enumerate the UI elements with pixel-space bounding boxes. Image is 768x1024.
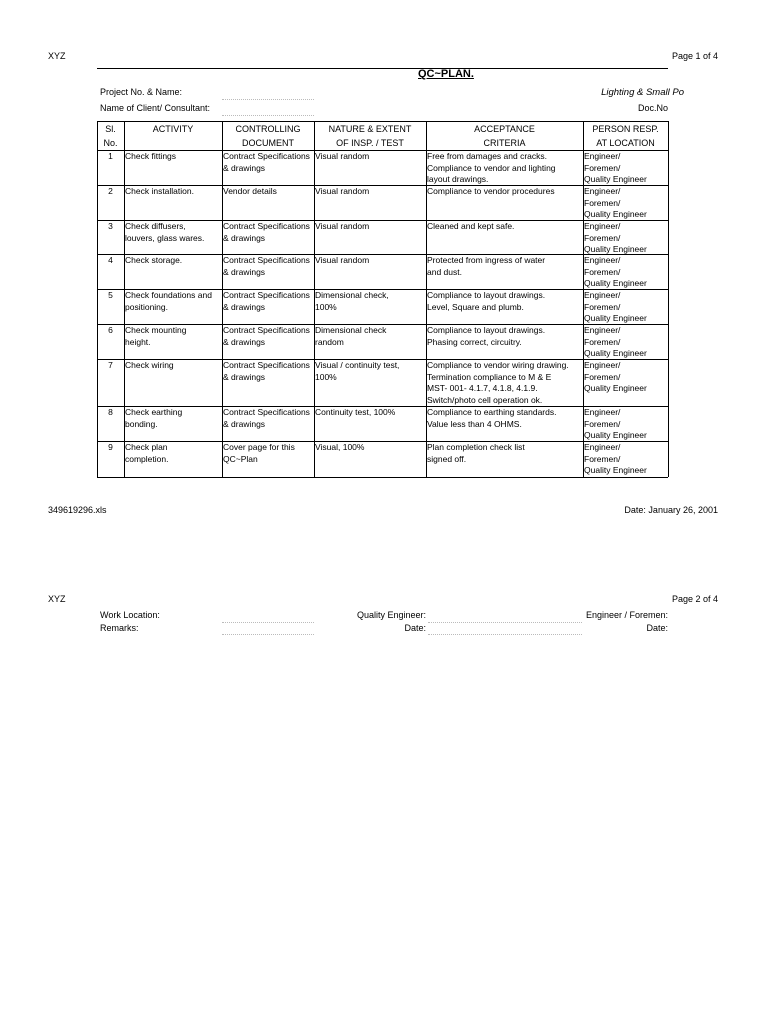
cell-criteria-line: Compliance to layout drawings.	[427, 290, 546, 300]
cell-no-line: 7	[108, 360, 113, 370]
page2-company-name: XYZ	[48, 594, 66, 604]
cell-doc-line: QC~Plan	[223, 453, 258, 464]
cell-no-line: 1	[108, 151, 113, 161]
cell-activity-line: louvers, glass wares.	[125, 232, 205, 243]
cell-doc	[223, 407, 314, 430]
col-line	[668, 121, 669, 477]
cell-nature	[315, 442, 426, 454]
cell-person	[584, 221, 668, 256]
header-activity-label: ACTIVITY	[152, 124, 194, 134]
cell-activity-line: bonding.	[125, 418, 158, 429]
cell-person	[584, 151, 668, 186]
cell-person-line: Foremen/	[584, 197, 621, 208]
cell-person-line: Foremen/	[584, 453, 621, 464]
qc-plan-table	[97, 121, 667, 477]
cell-person-line: Engineer/	[584, 442, 621, 452]
cell-criteria-line: Switch/photo cell operation ok.	[427, 394, 543, 405]
cell-activity	[125, 407, 222, 430]
cell-doc-line: Cover page for this	[223, 442, 295, 452]
cell-no	[97, 442, 124, 454]
cell-no	[97, 407, 124, 419]
cell-doc-line: & drawings	[223, 266, 266, 277]
cell-criteria-line: Cleaned and kept safe.	[427, 221, 515, 231]
cell-doc-line: & drawings	[223, 301, 266, 312]
cell-person-line: Quality Engineer	[584, 244, 647, 254]
cell-person-line: Engineer/	[584, 407, 621, 417]
footer-date: Date: January 26, 2001	[624, 505, 718, 515]
document-title: QC~PLAN.	[418, 68, 474, 80]
cell-criteria	[427, 151, 583, 186]
cell-doc	[223, 186, 314, 198]
cell-activity-line: completion.	[125, 453, 169, 464]
header-sl-line1: Sl.	[105, 124, 116, 134]
quality-engineer-label: Quality Engineer:	[356, 610, 426, 620]
cell-doc	[223, 442, 314, 465]
cell-person-line: Foremen/	[584, 371, 621, 382]
cell-person-line: Engineer/	[584, 186, 621, 196]
cell-no	[97, 151, 124, 163]
cell-person-line: Foremen/	[584, 418, 621, 429]
cell-criteria-line: Termination compliance to M & E	[427, 371, 552, 382]
cell-nature	[315, 151, 426, 163]
cell-doc-line: & drawings	[223, 162, 266, 173]
cell-doc	[223, 290, 314, 313]
cell-person-line: Engineer/	[584, 360, 621, 370]
cell-activity-line: Check diffusers,	[125, 221, 186, 231]
cell-person-line: Engineer/	[584, 325, 621, 335]
cell-no-line: 2	[108, 186, 113, 196]
header-document	[222, 122, 314, 150]
cell-doc	[223, 360, 314, 383]
cell-activity-line: Check plan	[125, 442, 168, 452]
cell-doc	[223, 151, 314, 174]
cell-nature-line: Dimensional check	[315, 325, 387, 335]
cell-nature-line: 100%	[315, 371, 337, 382]
cell-activity-line: Check mounting	[125, 325, 187, 335]
cell-activity-line: height.	[125, 336, 151, 347]
cell-person-line: Engineer/	[584, 221, 621, 231]
cell-person-line: Quality Engineer	[584, 209, 647, 219]
cell-person	[584, 255, 668, 290]
ef-date-label: Date:	[646, 623, 668, 633]
cell-doc-line: Contract Specifications	[223, 290, 310, 300]
cell-nature-line: Dimensional check,	[315, 290, 389, 300]
cell-criteria	[427, 442, 583, 465]
remarks-label: Remarks:	[100, 623, 139, 633]
cell-activity-line: Check fittings	[125, 151, 177, 161]
cell-criteria-line: and dust.	[427, 266, 462, 277]
cell-doc-line: Contract Specifications	[223, 151, 310, 161]
cell-person	[584, 325, 668, 360]
cell-nature	[315, 221, 426, 233]
cell-person-line: Quality Engineer	[584, 430, 647, 440]
cell-criteria-line: Compliance to vendor wiring drawing.	[427, 360, 569, 370]
cell-person-line: Foremen/	[584, 266, 621, 277]
cell-criteria-line: Level, Square and plumb.	[427, 301, 524, 312]
cell-nature-line: 100%	[315, 301, 337, 312]
header-criteria-line1: ACCEPTANCE	[474, 124, 535, 134]
header-criteria	[426, 122, 583, 150]
cell-criteria	[427, 360, 583, 406]
cell-activity-line: Check storage.	[125, 255, 183, 265]
remarks-line	[222, 634, 314, 635]
cell-criteria-line: Compliance to earthing standards.	[427, 407, 557, 417]
cell-person-line: Foremen/	[584, 336, 621, 347]
header-person-line2: AT LOCATION	[596, 138, 655, 148]
cell-doc-line: Contract Specifications	[223, 325, 310, 335]
cell-criteria	[427, 407, 583, 430]
cell-doc-line: & drawings	[223, 336, 266, 347]
cell-criteria	[427, 255, 583, 278]
cell-activity	[125, 255, 222, 267]
cell-criteria	[427, 325, 583, 348]
cell-no	[97, 290, 124, 302]
cell-no	[97, 255, 124, 267]
cell-no-line: 3	[108, 221, 113, 231]
cell-doc-line: & drawings	[223, 418, 266, 429]
cell-person-line: Quality Engineer	[584, 313, 647, 323]
cell-criteria-line: layout drawings.	[427, 174, 489, 184]
cell-activity	[125, 442, 222, 465]
project-label: Project No. & Name:	[100, 87, 183, 97]
qe-date-label: Date:	[404, 623, 426, 633]
cell-criteria	[427, 290, 583, 313]
company-name: XYZ	[48, 51, 66, 61]
cell-person-line: Foremen/	[584, 162, 621, 173]
cell-activity	[125, 360, 222, 372]
cell-person	[584, 442, 668, 477]
cell-person	[584, 407, 668, 442]
cell-doc-line: Vendor details	[223, 186, 277, 196]
header-person	[583, 122, 668, 150]
cell-nature	[315, 186, 426, 198]
header-person-line1: PERSON RESP.	[592, 124, 659, 134]
cell-no-line: 4	[108, 255, 113, 265]
cell-no-line: 8	[108, 407, 113, 417]
cell-nature-line: Continuity test, 100%	[315, 407, 396, 417]
cell-criteria-line: Compliance to vendor and lighting	[427, 162, 556, 173]
engineer-foremen-label: Engineer / Foremen:	[585, 610, 668, 620]
cell-criteria-line: Compliance to vendor procedures	[427, 186, 555, 196]
subject-title: Lighting & Small Po	[601, 87, 684, 98]
header-document-line2: DOCUMENT	[242, 138, 294, 148]
cell-no-line: 5	[108, 290, 113, 300]
cell-doc-line: & drawings	[223, 371, 266, 382]
cell-nature	[315, 360, 426, 383]
cell-doc-line: Contract Specifications	[223, 407, 310, 417]
cell-nature	[315, 290, 426, 313]
cell-no	[97, 360, 124, 372]
header-sl-line2: No.	[103, 138, 118, 148]
page2-page-number: Page 2 of 4	[671, 594, 718, 604]
cell-criteria-line: Value less than 4 OHMS.	[427, 418, 522, 429]
cell-person-line: Foremen/	[584, 301, 621, 312]
cell-activity	[125, 221, 222, 244]
cell-criteria	[427, 186, 583, 198]
cell-doc-line: Contract Specifications	[223, 221, 310, 231]
cell-criteria-line: Plan completion check list	[427, 442, 525, 452]
cell-nature-line: Visual random	[315, 221, 370, 231]
header-nature	[314, 122, 426, 150]
cell-nature	[315, 325, 426, 348]
cell-activity	[125, 186, 222, 198]
header-nature-line1: NATURE & EXTENT	[328, 124, 412, 134]
cell-criteria-line: Compliance to layout drawings.	[427, 325, 546, 335]
cell-person-line: Engineer/	[584, 290, 621, 300]
cell-person-line: Quality Engineer	[584, 383, 647, 393]
cell-activity-line: Check foundations and	[125, 290, 212, 300]
cell-nature-line: Visual random	[315, 151, 370, 161]
cell-person-line: Engineer/	[584, 255, 621, 265]
work-location-line	[222, 622, 314, 623]
title-top-rule	[97, 68, 668, 69]
cell-criteria-line: Phasing correct, circuitry.	[427, 336, 522, 347]
header-nature-line2: OF INSP. / TEST	[336, 138, 404, 148]
cell-no	[97, 221, 124, 233]
qe-date-line	[428, 634, 582, 635]
cell-nature-line: Visual, 100%	[315, 442, 365, 452]
cell-criteria-line: Free from damages and cracks.	[427, 151, 547, 161]
cell-nature-line: random	[315, 336, 344, 347]
cell-nature	[315, 255, 426, 267]
cell-person-line: Quality Engineer	[584, 465, 647, 475]
cell-criteria-line: signed off.	[427, 453, 467, 464]
cell-doc	[223, 255, 314, 278]
cell-nature-line: Visual random	[315, 186, 370, 196]
header-sl	[97, 122, 124, 150]
cell-person-line: Foremen/	[584, 232, 621, 243]
cell-activity-line: Check wiring	[125, 360, 174, 370]
cell-person-line: Engineer/	[584, 151, 621, 161]
work-location-label: Work Location:	[100, 610, 160, 620]
cell-activity	[125, 151, 222, 163]
cell-doc	[223, 325, 314, 348]
cell-person-line: Quality Engineer	[584, 348, 647, 358]
client-field-line	[222, 115, 314, 116]
cell-criteria-line: MST- 001- 4.1.7, 4.1.8, 4.1.9.	[427, 383, 538, 393]
header-document-line1: CONTROLLING	[235, 124, 301, 134]
cell-nature	[315, 407, 426, 419]
cell-criteria	[427, 221, 583, 233]
quality-engineer-line	[428, 622, 582, 623]
cell-doc-line: Contract Specifications	[223, 360, 310, 370]
cell-doc-line: Contract Specifications	[223, 255, 310, 265]
header-activity	[124, 122, 222, 136]
cell-doc	[223, 221, 314, 244]
doc-no-label: Doc.No	[637, 103, 668, 113]
cell-nature-line: Visual / continuity test,	[315, 360, 400, 370]
cell-no-line: 6	[108, 325, 113, 335]
cell-doc-line: & drawings	[223, 232, 266, 243]
cell-activity	[125, 325, 222, 348]
cell-person	[584, 186, 668, 221]
cell-no	[97, 325, 124, 337]
cell-activity	[125, 290, 222, 313]
cell-person	[584, 290, 668, 325]
cell-activity-line: Check earthing	[125, 407, 183, 417]
cell-activity-line: Check installation.	[125, 186, 194, 196]
cell-criteria-line: Protected from ingress of water	[427, 255, 546, 265]
client-label: Name of Client/ Consultant:	[100, 103, 211, 113]
page-number: Page 1 of 4	[671, 51, 718, 61]
cell-no	[97, 186, 124, 198]
cell-person	[584, 360, 668, 395]
header-criteria-line2: CRITERIA	[483, 138, 526, 148]
project-field-line	[222, 99, 314, 100]
row-line	[97, 477, 668, 478]
cell-activity-line: positioning.	[125, 301, 169, 312]
cell-person-line: Quality Engineer	[584, 278, 647, 288]
cell-no-line: 9	[108, 442, 113, 452]
cell-person-line: Quality Engineer	[584, 174, 647, 184]
footer-filename: 349619296.xls	[48, 505, 107, 515]
cell-nature-line: Visual random	[315, 255, 370, 265]
